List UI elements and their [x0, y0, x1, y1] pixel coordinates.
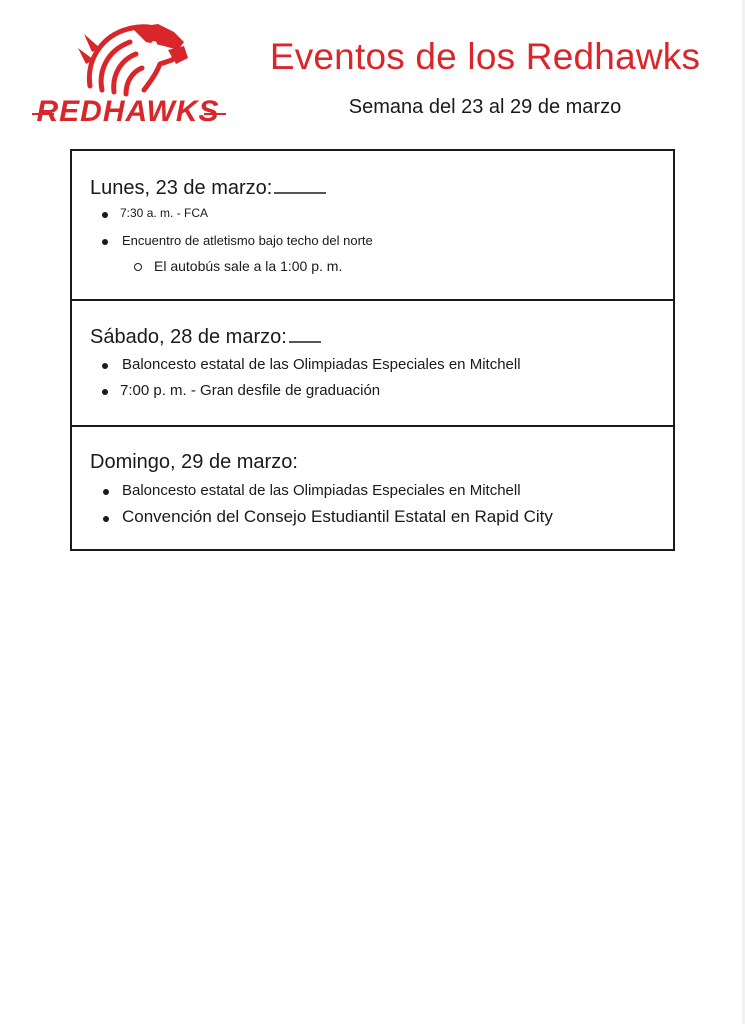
- event-subitem: El autobús sale a la 1:00 p. m.: [154, 258, 343, 274]
- redacted-mark: [289, 341, 321, 343]
- hawk-head-icon: [28, 20, 228, 128]
- sub-bullet-icon: [134, 263, 142, 271]
- day-section: [72, 301, 673, 427]
- redhawks-logo: [28, 20, 228, 128]
- bullet-icon: [102, 212, 108, 218]
- bullet-icon: [102, 363, 108, 369]
- bullet-icon: [102, 239, 108, 245]
- day-section: [72, 151, 673, 301]
- page-title: Eventos de los Redhawks: [269, 36, 701, 77]
- event-item: Baloncesto estatal de las Olimpiadas Especiales en Mitchell: [122, 356, 521, 373]
- day-heading: Sábado, 28 de marzo:: [90, 326, 321, 349]
- redacted-mark: [274, 192, 326, 194]
- event-item: Convención del Consejo Estudiantil Estatal en Rapid City: [122, 507, 553, 526]
- day-heading: Lunes, 23 de marzo:: [90, 177, 326, 200]
- day-section: [72, 427, 673, 549]
- page-subtitle: Semana del 23 al 29 de marzo: [348, 96, 622, 118]
- event-item: 7:00 p. m. - Gran desfile de graduación: [120, 382, 381, 399]
- bullet-icon: [102, 389, 108, 395]
- logo-wordmark: REDHAWKS: [36, 95, 220, 128]
- bullet-icon: [103, 516, 109, 522]
- events-table: [70, 149, 675, 551]
- bullet-icon: [103, 489, 109, 495]
- event-item: Baloncesto estatal de las Olimpiadas Especiales en Mitchell: [122, 482, 521, 499]
- event-item: 7:30 a. m. - FCA: [120, 206, 209, 220]
- day-heading: Domingo, 29 de marzo:: [90, 451, 298, 473]
- event-item: Encuentro de atletismo bajo techo del norte: [122, 233, 373, 248]
